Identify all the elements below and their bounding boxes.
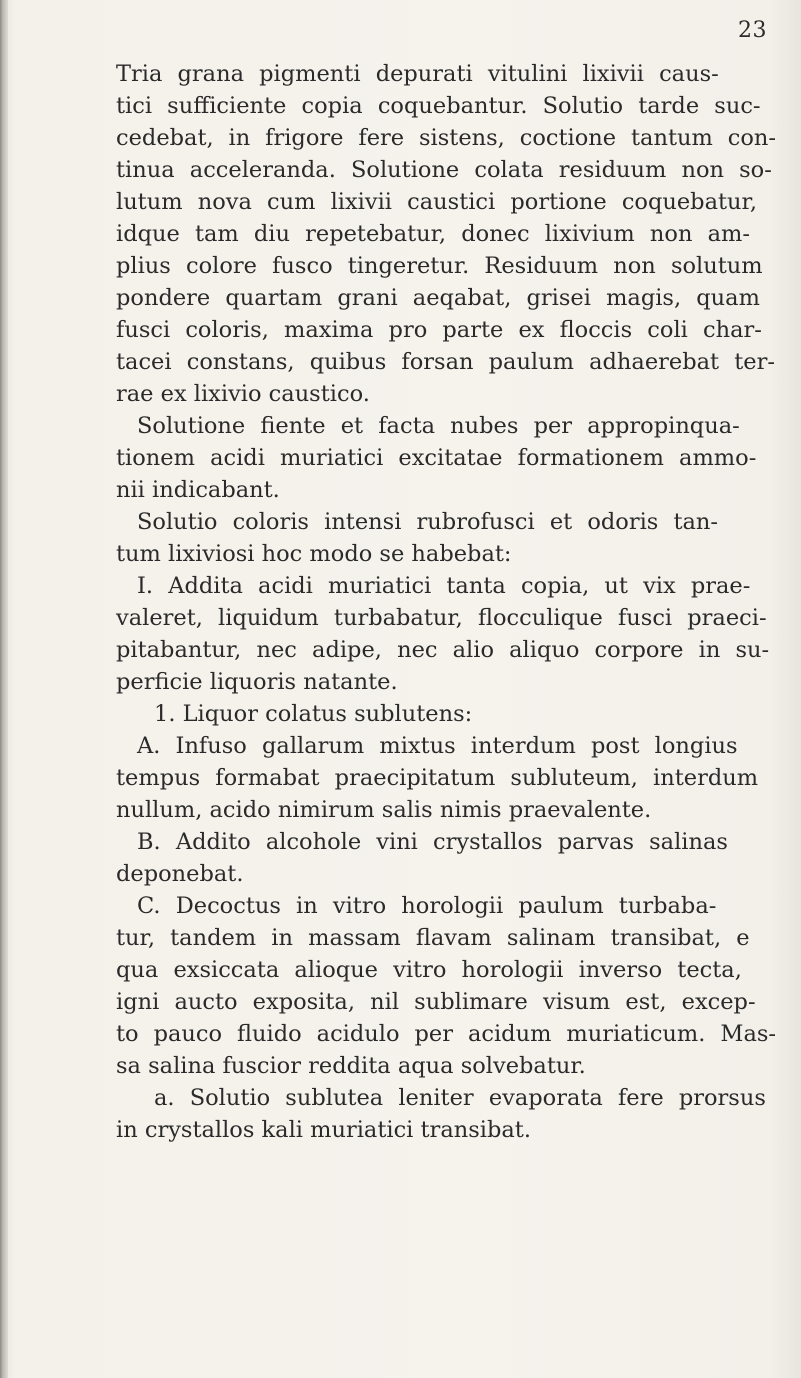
- page-number: 23: [738, 18, 767, 43]
- text-line: idque tam diu repetebatur, donec lixivium non am-: [116, 221, 750, 247]
- text-line: nullum, acido nimirum salis nimis praevalente.: [116, 797, 652, 823]
- text-line: Solutio coloris intensi rubrofusci et odoris tan-: [137, 509, 719, 535]
- text-line: to pauco fluido acidulo per acidum muriaticum. Mas-: [116, 1021, 777, 1047]
- text-line: fusci coloris, maxima pro parte ex floccis coli char-: [116, 317, 762, 343]
- text-line: plius colore fusco tingeretur. Residuum non solutum: [116, 253, 763, 279]
- text-line: rae ex lixivio caustico.: [116, 381, 370, 407]
- text-line: pitabantur, nec adipe, nec alio aliquo corpore in su-: [116, 637, 770, 663]
- text-line: nii indicabant.: [116, 477, 280, 503]
- text-line: C. Decoctus in vitro horologii paulum turbaba-: [137, 893, 717, 919]
- text-line: lutum nova cum lixivii caustici portione coquebatur,: [116, 189, 757, 215]
- text-line: igni aucto exposita, nil sublimare visum est, excep-: [116, 989, 756, 1015]
- body-text: [116, 58, 776, 1146]
- text-line: cedebat, in frigore fere sistens, coctione tantum con-: [116, 125, 776, 151]
- text-line: tinua acceleranda. Solutione colata residuum non so-: [116, 157, 772, 183]
- text-line: tacei constans, quibus forsan paulum adhaerebat ter-: [116, 349, 775, 375]
- page-binding-edge: [0, 0, 8, 1378]
- text-line: A. Infuso gallarum mixtus interdum post longius: [137, 733, 738, 759]
- text-line: perficie liquoris natante.: [116, 669, 398, 695]
- text-line: tempus formabat praecipitatum subluteum, interdum: [116, 765, 759, 791]
- text-line: qua exsiccata alioque vitro horologii inverso tecta,: [116, 957, 742, 983]
- text-line: tur, tandem in massam flavam salinam transibat, e: [116, 925, 750, 951]
- text-line: Solutione fiente et facta nubes per appropinqua-: [137, 413, 740, 439]
- text-line: tum lixiviosi hoc modo se habebat:: [116, 541, 512, 567]
- text-line: valeret, liquidum turbabatur, flocculique fusci praeci-: [116, 605, 767, 631]
- text-line: B. Addito alcohole vini crystallos parvas salinas: [137, 829, 728, 855]
- text-line: I. Addita acidi muriatici tanta copia, ut vix prae-: [137, 573, 751, 599]
- text-line: Tria grana pigmenti depurati vitulini lixivii caus-: [116, 61, 719, 87]
- text-line: sa salina fuscior reddita aqua solvebatur.: [116, 1053, 586, 1079]
- text-line: tionem acidi muriatici excitatae formationem ammo-: [116, 445, 757, 471]
- text-line: tici sufficiente copia coquebantur. Solutio tarde suc-: [116, 93, 761, 119]
- text-line: in crystallos kali muriatici transibat.: [116, 1117, 531, 1143]
- text-line: a. Solutio sublutea leniter evaporata fere prorsus: [154, 1085, 766, 1111]
- text-line: 1. Liquor colatus sublutens:: [154, 701, 473, 727]
- text-line: deponebat.: [116, 861, 244, 887]
- text-line: pondere quartam grani aeqabat, grisei magis, quam: [116, 285, 760, 311]
